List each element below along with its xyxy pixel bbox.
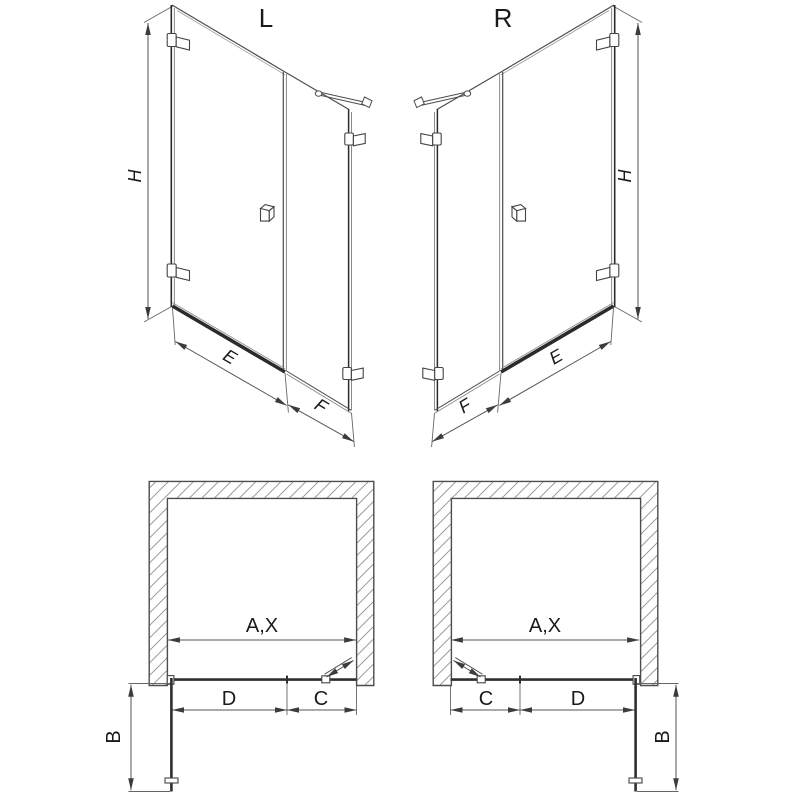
dim-label-fixed-left: C <box>313 688 329 710</box>
dim-label-side-width-right: F <box>455 394 475 418</box>
dim-label-side-width-left: F <box>311 394 331 418</box>
dim-label-side-left: B <box>103 730 125 744</box>
dim-label-door-width-right: E <box>545 345 567 369</box>
dim-label-height-left: H <box>125 169 145 183</box>
dim-label-door-right: D <box>570 688 586 710</box>
plan-right-wall <box>433 481 658 685</box>
dim-label-fixed-right: C <box>478 688 494 710</box>
dim-label-height-right: H <box>615 169 635 183</box>
dim-label-opening-right: A,X <box>528 615 562 637</box>
elevation-right-title: R <box>493 3 513 33</box>
dim-label-door-left: D <box>221 688 237 710</box>
plan-left-wall <box>149 481 374 685</box>
elevation-left-title: L <box>258 3 274 33</box>
dim-label-door-width-left: E <box>219 345 241 369</box>
elevation-right-geometry <box>414 5 642 447</box>
dim-label-side-right: B <box>652 730 674 744</box>
elevation-left-geometry <box>144 5 372 447</box>
dim-label-opening-left: A,X <box>245 615 279 637</box>
